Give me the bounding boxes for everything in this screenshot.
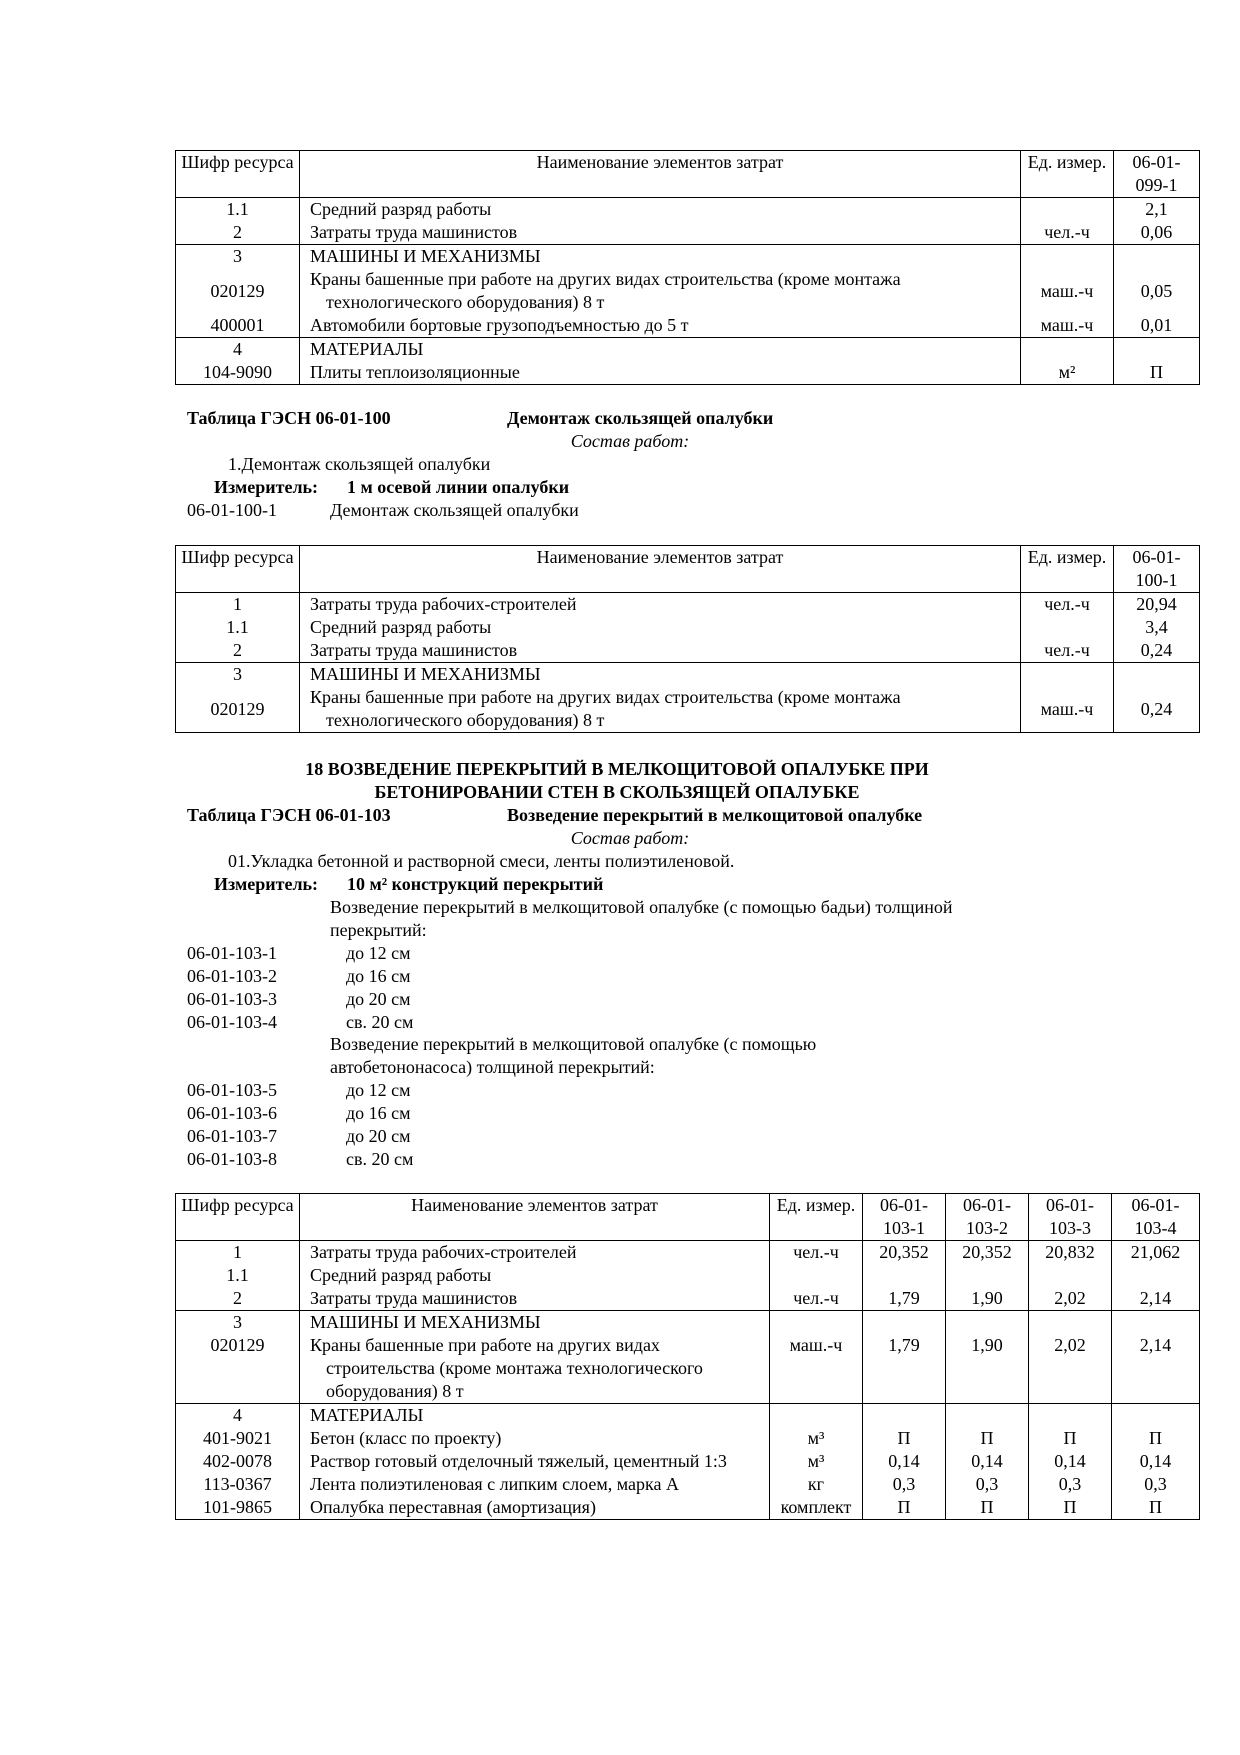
work-item: 1.Демонтаж скользящей опалубки — [228, 454, 491, 474]
rate-code: 06-01-103-1 — [187, 943, 277, 963]
resource-unit: маш.-ч — [1021, 268, 1114, 314]
resource-code: 020129 — [176, 268, 300, 314]
resource-value: П — [1112, 1496, 1200, 1520]
resource-name-text: МАШИНЫ И МЕХАНИЗМЫ — [310, 1312, 541, 1332]
resource-code: 2 — [176, 639, 300, 663]
table-row — [176, 338, 1200, 362]
resource-unit: чел.-ч — [1021, 593, 1114, 617]
rate-name: до 16 см — [346, 966, 411, 986]
resource-name-text: МАШИНЫ И МЕХАНИЗМЫ — [310, 246, 541, 266]
table-row — [176, 663, 1200, 687]
resource-name-text: МАШИНЫ И МЕХАНИЗМЫ — [310, 664, 541, 684]
resource-code: 104-9090 — [176, 361, 300, 385]
rate-group-title: Возведение перекрытий в мелкощитовой опалубке (с помощью бадьи) толщиной — [330, 897, 953, 917]
table-row — [176, 221, 1200, 245]
resource-name-text: Краны башенные при работе на других видах строительства (кроме монтажа технологического оборудования) 8 т — [310, 1335, 703, 1401]
resource-name — [300, 663, 1021, 687]
resource-name-text: Затраты труда машинистов — [310, 640, 518, 660]
rate-group-title: перекрытий: — [330, 920, 427, 940]
resource-value — [1029, 1264, 1112, 1287]
composition-label: Состав работ: — [570, 828, 690, 848]
table-title: Демонтаж скользящей опалубки — [507, 408, 774, 428]
resource-name-text: МАТЕРИАЛЫ — [310, 339, 424, 359]
resource-value: 2,1 — [1114, 198, 1200, 222]
resource-value: 20,94 — [1114, 593, 1200, 617]
header-unit: Ед. измер. — [1021, 151, 1114, 198]
header-code: Шифр ресурса — [176, 151, 300, 198]
header-code: Шифр ресурса — [176, 546, 300, 593]
table-row — [176, 1404, 1200, 1428]
resource-code: 400001 — [176, 314, 300, 338]
resource-value: 0,3 — [863, 1473, 946, 1496]
table-row — [176, 1311, 1200, 1335]
header-code: Шифр ресурса — [176, 1194, 300, 1241]
resource-code: 020129 — [176, 1334, 300, 1404]
rate-name: св. 20 см — [346, 1012, 414, 1032]
resource-name — [300, 639, 1021, 663]
resource-code: 1.1 — [176, 1264, 300, 1287]
resource-name — [300, 686, 1021, 733]
resource-value: 0,14 — [863, 1450, 946, 1473]
rate-group-title: Возведение перекрытий в мелкощитовой опалубке (с помощью — [330, 1034, 817, 1054]
resource-value — [946, 1264, 1029, 1287]
table-ref: Таблица ГЭСН 06-01-100 — [187, 408, 391, 428]
resource-name — [300, 1496, 770, 1520]
resource-value: 20,352 — [863, 1241, 946, 1265]
resource-table-06-01-099 — [175, 150, 1200, 385]
resource-name — [300, 1287, 770, 1311]
table-row — [176, 198, 1200, 222]
resource-value: 2,14 — [1112, 1287, 1200, 1311]
resource-unit: маш.-ч — [1021, 314, 1114, 338]
resource-code: 4 — [176, 338, 300, 362]
resource-value: 1,79 — [863, 1334, 946, 1404]
resource-unit — [1021, 338, 1114, 362]
resource-name-text: Бетон (класс по проекту) — [310, 1428, 502, 1448]
resource-code: 1.1 — [176, 198, 300, 222]
rate-name: до 16 см — [346, 1103, 411, 1123]
resource-code: 3 — [176, 245, 300, 269]
resource-value: П — [1029, 1427, 1112, 1450]
resource-name — [300, 1473, 770, 1496]
table-header-row — [176, 546, 1200, 593]
resource-code: 2 — [176, 221, 300, 245]
rate-code: 06-01-103-5 — [187, 1080, 277, 1100]
resource-code: 401-9021 — [176, 1427, 300, 1450]
resource-name — [300, 361, 1021, 385]
table-row — [176, 361, 1200, 385]
resource-value: 0,14 — [1029, 1450, 1112, 1473]
resource-unit — [1021, 616, 1114, 639]
header-rate-code: 06-01-103-2 — [946, 1194, 1029, 1241]
resource-code: 113-0367 — [176, 1473, 300, 1496]
resource-name-text: МАТЕРИАЛЫ — [310, 1405, 424, 1425]
table-row — [176, 616, 1200, 639]
rate-name: до 12 см — [346, 943, 411, 963]
resource-unit: маш.-ч — [770, 1334, 863, 1404]
resource-name-text: Краны башенные при работе на других видах строительства (кроме монтажа технологического оборудования) 8 т — [310, 687, 901, 730]
header-name: Наименование элементов затрат — [300, 546, 1021, 593]
resource-value: 0,3 — [946, 1473, 1029, 1496]
resource-value — [1114, 663, 1200, 687]
resource-value: 0,14 — [946, 1450, 1029, 1473]
table-row — [176, 1264, 1200, 1287]
resource-unit — [770, 1311, 863, 1335]
resource-value: 0,3 — [1029, 1473, 1112, 1496]
resource-value: 1,79 — [863, 1287, 946, 1311]
resource-value: 21,062 — [1112, 1241, 1200, 1265]
section-heading-line2: БЕТОНИРОВАНИИ СТЕН В СКОЛЬЗЯЩЕЙ ОПАЛУБКЕ — [374, 782, 860, 802]
rate-code: 06-01-103-7 — [187, 1126, 277, 1146]
table-row — [176, 245, 1200, 269]
resource-value: П — [946, 1496, 1029, 1520]
resource-name-text: Затраты труда машинистов — [310, 1288, 518, 1308]
resource-value: П — [863, 1496, 946, 1520]
resource-table-06-01-100 — [175, 545, 1200, 733]
resource-name-text: Лента полиэтиленовая с липким слоем, марка А — [310, 1474, 679, 1494]
resource-value: 20,352 — [946, 1241, 1029, 1265]
resource-value: 2,14 — [1112, 1334, 1200, 1404]
composition-label: Состав работ: — [570, 431, 690, 451]
resource-value — [1112, 1264, 1200, 1287]
rate-code: 06-01-103-8 — [187, 1149, 277, 1169]
resource-value: П — [1029, 1496, 1112, 1520]
resource-unit — [1021, 198, 1114, 222]
table-ref: Таблица ГЭСН 06-01-103 — [187, 805, 391, 825]
resource-name-text: Опалубка переставная (амортизация) — [310, 1497, 596, 1517]
resource-value — [946, 1311, 1029, 1335]
resource-unit — [770, 1404, 863, 1428]
resource-value: 2,02 — [1029, 1334, 1112, 1404]
table-row — [176, 1241, 1200, 1265]
resource-unit: м³ — [770, 1427, 863, 1450]
resource-name — [300, 198, 1021, 222]
resource-unit: чел.-ч — [770, 1241, 863, 1265]
resource-value — [1112, 1404, 1200, 1428]
table-row — [176, 1450, 1200, 1473]
resource-value: 0,24 — [1114, 686, 1200, 733]
resource-code: 101-9865 — [176, 1496, 300, 1520]
resource-code: 1 — [176, 1241, 300, 1265]
table-row — [176, 1334, 1200, 1404]
rate-name: до 20 см — [346, 989, 411, 1009]
rate-code: 06-01-103-3 — [187, 989, 277, 1009]
resource-name — [300, 1334, 770, 1404]
resource-unit: чел.-ч — [1021, 639, 1114, 663]
resource-value — [1029, 1404, 1112, 1428]
resource-value: 0,05 — [1114, 268, 1200, 314]
rate-code: 06-01-103-2 — [187, 966, 277, 986]
table-row — [176, 1496, 1200, 1520]
header-unit: Ед. измер. — [1021, 546, 1114, 593]
table-row — [176, 1473, 1200, 1496]
table-row — [176, 314, 1200, 338]
resource-code: 1.1 — [176, 616, 300, 639]
resource-value — [863, 1404, 946, 1428]
resource-unit: комплект — [770, 1496, 863, 1520]
resource-name-text: Краны башенные при работе на других видах строительства (кроме монтажа технологического оборудования) 8 т — [310, 269, 901, 312]
resource-value: П — [946, 1427, 1029, 1450]
work-item: 01.Укладка бетонной и растворной смеси, ленты полиэтиленовой. — [228, 851, 735, 871]
rate-code: 06-01-100-1 — [187, 500, 277, 520]
resource-value: П — [863, 1427, 946, 1450]
meter-label: Измеритель: — [214, 477, 319, 497]
resource-value: 1,90 — [946, 1287, 1029, 1311]
resource-value — [1114, 245, 1200, 269]
resource-name — [300, 338, 1021, 362]
resource-code: 402-0078 — [176, 1450, 300, 1473]
resource-value: 20,832 — [1029, 1241, 1112, 1265]
rate-name: до 20 см — [346, 1126, 411, 1146]
rate-name: св. 20 см — [346, 1149, 414, 1169]
meter-value: 10 м² конструкций перекрытий — [347, 874, 604, 894]
resource-value — [946, 1404, 1029, 1428]
resource-code: 4 — [176, 1404, 300, 1428]
resource-name — [300, 1311, 770, 1335]
resource-value: 2,02 — [1029, 1287, 1112, 1311]
table-row — [176, 1427, 1200, 1450]
resource-name — [300, 593, 1021, 617]
rate-name: Демонтаж скользящей опалубки — [330, 500, 579, 520]
table-header-row — [176, 1194, 1200, 1241]
resource-code: 3 — [176, 663, 300, 687]
resource-name-text: Раствор готовый отделочный тяжелый, цементный 1:3 — [310, 1451, 727, 1471]
table-header-row — [176, 151, 1200, 198]
resource-code: 1 — [176, 593, 300, 617]
resource-value: П — [1114, 361, 1200, 385]
resource-name-text: Средний разряд работы — [310, 1265, 492, 1285]
table-row — [176, 268, 1200, 314]
header-rate-code: 06-01-103-1 — [863, 1194, 946, 1241]
header-name: Наименование элементов затрат — [300, 151, 1021, 198]
resource-unit — [1021, 245, 1114, 269]
resource-name — [300, 221, 1021, 245]
resource-name-text: Автомобили бортовые грузоподъемностью до 5 т — [310, 315, 689, 335]
resource-name — [300, 245, 1021, 269]
table-row — [176, 1287, 1200, 1311]
meter-value: 1 м осевой линии опалубки — [347, 477, 570, 497]
resource-code: 2 — [176, 1287, 300, 1311]
resource-name — [300, 1427, 770, 1450]
resource-name — [300, 314, 1021, 338]
resource-value — [1112, 1311, 1200, 1335]
resource-value: 0,24 — [1114, 639, 1200, 663]
resource-unit — [770, 1264, 863, 1287]
resource-name-text: Средний разряд работы — [310, 199, 492, 219]
meter-label: Измеритель: — [214, 874, 319, 894]
resource-code: 020129 — [176, 686, 300, 733]
resource-unit: м³ — [770, 1450, 863, 1473]
resource-value — [863, 1264, 946, 1287]
resource-unit: маш.-ч — [1021, 686, 1114, 733]
table-row — [176, 686, 1200, 733]
resource-value: 0,01 — [1114, 314, 1200, 338]
resource-unit: м² — [1021, 361, 1114, 385]
resource-name-text: Плиты теплоизоляционные — [310, 362, 520, 382]
resource-code: 3 — [176, 1311, 300, 1335]
resource-name-text: Средний разряд работы — [310, 617, 492, 637]
rate-code: 06-01-103-6 — [187, 1103, 277, 1123]
resource-unit — [1021, 663, 1114, 687]
resource-value: П — [1112, 1427, 1200, 1450]
resource-unit: чел.-ч — [1021, 221, 1114, 245]
resource-value — [1029, 1311, 1112, 1335]
header-rate-code: 06-01-103-3 — [1029, 1194, 1112, 1241]
rate-group-title: автобетононасоса) толщиной перекрытий: — [330, 1057, 655, 1077]
rate-code: 06-01-103-4 — [187, 1012, 277, 1032]
section-heading-line1: 18 ВОЗВЕДЕНИЕ ПЕРЕКРЫТИЙ В МЕЛКОЩИТОВОЙ ОПАЛУБКЕ ПРИ — [305, 759, 929, 779]
resource-name — [300, 1450, 770, 1473]
resource-value: 3,4 — [1114, 616, 1200, 639]
resource-value — [1114, 338, 1200, 362]
resource-value: 0,14 — [1112, 1450, 1200, 1473]
resource-value: 0,06 — [1114, 221, 1200, 245]
resource-unit: кг — [770, 1473, 863, 1496]
rate-name: до 12 см — [346, 1080, 411, 1100]
table-row — [176, 639, 1200, 663]
resource-name-text: Затраты труда машинистов — [310, 222, 518, 242]
resource-value: 0,3 — [1112, 1473, 1200, 1496]
resource-table-06-01-103 — [175, 1193, 1200, 1520]
resource-name — [300, 1264, 770, 1287]
resource-value — [863, 1311, 946, 1335]
table-row — [176, 593, 1200, 617]
resource-value: 1,90 — [946, 1334, 1029, 1404]
header-rate-code: 06-01-099-1 — [1114, 151, 1200, 198]
resource-name-text: Затраты труда рабочих-строителей — [310, 594, 577, 614]
resource-name — [300, 1404, 770, 1428]
resource-name-text: Затраты труда рабочих-строителей — [310, 1242, 577, 1262]
resource-name — [300, 616, 1021, 639]
header-name: Наименование элементов затрат — [300, 1194, 770, 1241]
resource-name — [300, 268, 1021, 314]
header-rate-code: 06-01-100-1 — [1114, 546, 1200, 593]
resource-name — [300, 1241, 770, 1265]
header-unit: Ед. измер. — [770, 1194, 863, 1241]
table-title: Возведение перекрытий в мелкощитовой опалубке — [507, 805, 923, 825]
resource-unit: чел.-ч — [770, 1287, 863, 1311]
header-rate-code: 06-01-103-4 — [1112, 1194, 1200, 1241]
